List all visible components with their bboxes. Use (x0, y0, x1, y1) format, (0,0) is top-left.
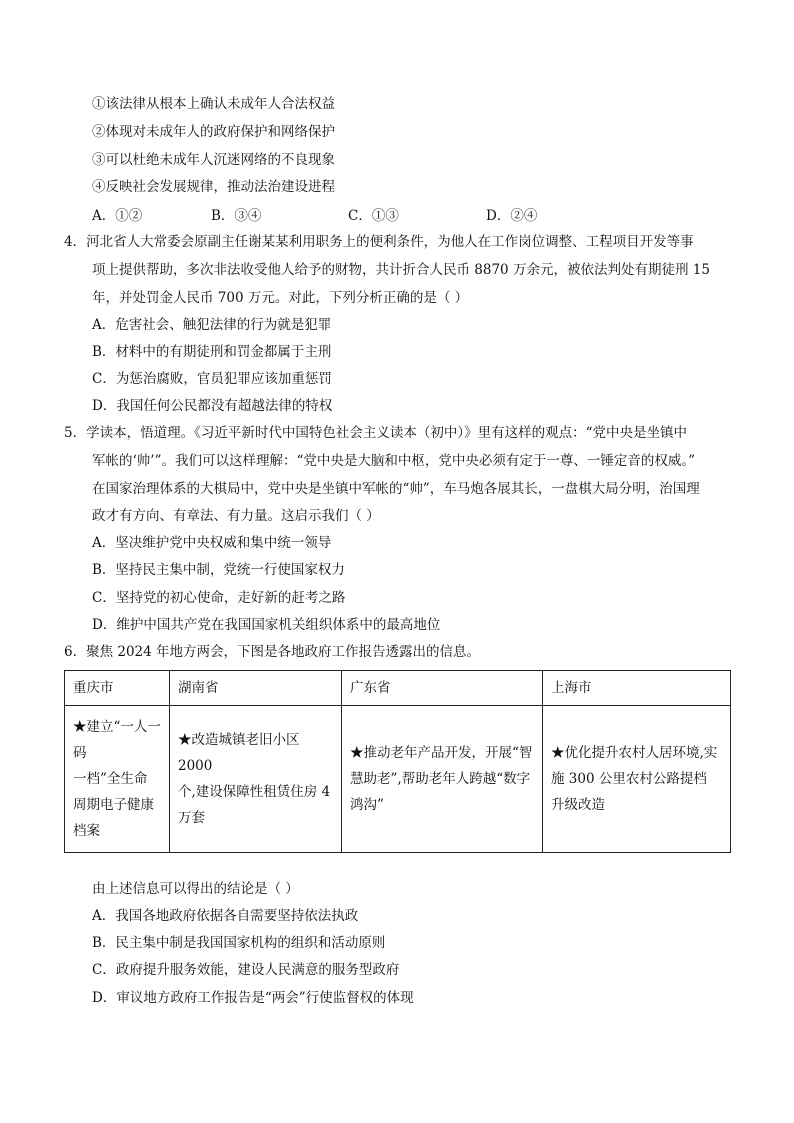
q5-stem-line-3: 在国家治理体系的大棋局中，党中央是坐镇中军帐的“帅”，车马炮各展其长，一盘棋大局分明，治国理 (92, 481, 700, 497)
table-row (65, 706, 731, 853)
cell-line: 一档”全生命 (73, 771, 148, 787)
q6-option-c: C．政府提升服务效能，建设人民满意的服务型政府 (92, 962, 400, 978)
q5-option-c: C．坚持党的初心使命，走好新的赶考之路 (92, 590, 346, 606)
header-hunan: 湖南省 (170, 671, 342, 706)
q4-option-a: A．危害社会、触犯法律的行为就是犯罪 (92, 317, 332, 333)
q6-option-d: D．审议地方政府工作报告是“两会”行使监督权的体现 (92, 990, 414, 1006)
cell-line: 施 300 公里农村公路提档 (551, 771, 707, 787)
q4-option-d: D．我国任何公民都没有超越法律的特权 (92, 398, 333, 414)
cell-line: 万套 (178, 810, 205, 826)
q3-option-d: D．②④ (486, 208, 538, 224)
q3-statement-4: ④反映社会发展规律，推动法治建设进程 (92, 179, 335, 195)
q4-stem-line-1: 4．河北省人大常委会原副主任谢某某利用职务上的便利条件，为他人在工作岗位调整、工程项目开发等事 (64, 234, 694, 250)
cell-hunan (170, 706, 342, 853)
q4-option-c: C．为惩治腐败，官员犯罪应该加重惩罚 (92, 371, 332, 387)
q4-stem-line-2: 项上提供帮助，多次非法收受他人给予的财物，共计折合人民币 8870 万余元，被依法判处有期徒刑 15 (92, 262, 710, 278)
q5-option-a: A．坚决维护党中央权威和集中统一领导 (92, 535, 332, 551)
q4-option-b: B．材料中的有期徒刑和罚金都属于主刑 (92, 344, 332, 360)
cell-guangdong (342, 706, 543, 853)
cell-line: ★改造城镇老旧小区 2000 (178, 732, 300, 774)
cell-chongqing (65, 706, 170, 853)
cell-line: 码 (73, 745, 87, 761)
table-header-row (65, 671, 731, 706)
q3-option-b: B．③④ (211, 208, 262, 224)
cell-line: 慧助老”,帮助老年人跨越“数字 (350, 771, 531, 787)
cell-line: 个,建设保障性租赁住房 4 (178, 784, 331, 800)
q5-stem-line-2: 军帐的‘帅’”。我们可以这样理解：“党中央是大脑和中枢，党中央必须有定于一尊、一锤定音的权威。” (92, 453, 696, 469)
cell-shanghai (543, 706, 731, 853)
q6-intro: 6．聚焦 2024 年地方两会，下图是各地政府工作报告透露出的信息。 (64, 644, 481, 660)
cell-line: ★优化提升农村人居环境,实 (551, 745, 718, 761)
q6-option-b: B．民主集中制是我国国家机构的组织和活动原则 (92, 935, 386, 951)
regional-report-table (64, 670, 731, 853)
cell-line: ★建立“一人一 (73, 719, 161, 735)
cell-line: 档案 (73, 823, 100, 839)
q6-question: 由上述信息可以得出的结论是（ ） (92, 881, 299, 897)
cell-line: 升级改造 (551, 797, 605, 813)
q5-stem-line-1: 5．学读本，悟道理。《习近平新时代中国特色社会主义读本（初中）》里有这样的观点：“党中央是坐镇中 (64, 425, 687, 441)
q3-option-c: C．①③ (348, 208, 399, 224)
q5-stem-line-4: 政才有方向、有章法、有力量。这启示我们（ ） (92, 508, 380, 524)
q3-option-a: A．①② (92, 208, 143, 224)
q6-option-a: A．我国各地政府依据各自需要坚持依法执政 (92, 908, 359, 924)
q4-stem-line-3: 年，并处罚金人民币 700 万元。对此，下列分析正确的是（ ） (92, 290, 469, 306)
q5-option-b: B．坚持民主集中制，党统一行使国家权力 (92, 562, 345, 578)
q3-statement-3: ③可以杜绝未成年人沉迷网络的不良现象 (92, 152, 335, 168)
cell-line: ★推动老年产品开发，开展“智 (350, 745, 533, 761)
q5-option-d: D．维护中国共产党在我国国家机关组织体系中的最高地位 (92, 617, 441, 633)
header-guangdong: 广东省 (342, 671, 543, 706)
cell-line: 鸿沟” (350, 797, 384, 813)
q3-statement-1: ①该法律从根本上确认未成年人合法权益 (92, 96, 335, 112)
cell-line: 周期电子健康 (73, 797, 154, 813)
q3-statement-2: ②体现对未成年人的政府保护和网络保护 (92, 124, 335, 140)
header-shanghai: 上海市 (543, 671, 731, 706)
header-chongqing: 重庆市 (65, 671, 170, 706)
